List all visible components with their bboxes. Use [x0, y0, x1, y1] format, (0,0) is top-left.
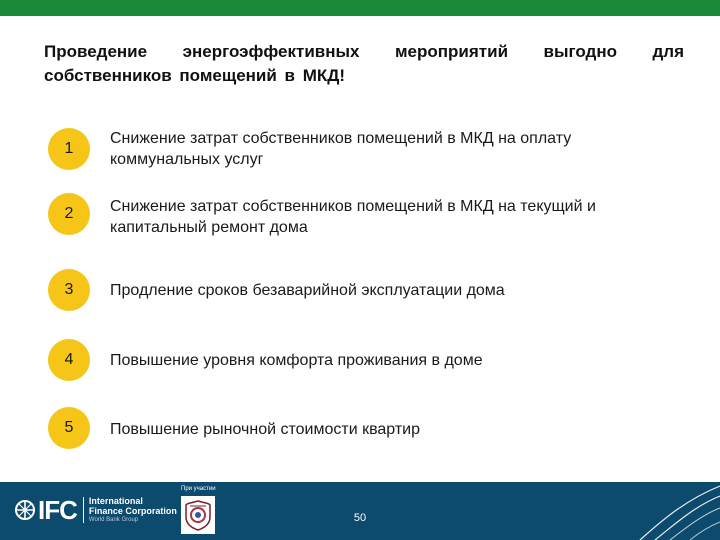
- number-badge: 1: [48, 128, 90, 170]
- ifc-name-line1: International: [88, 496, 143, 506]
- number-badge: 5: [48, 407, 90, 449]
- ifc-name-block: [89, 496, 177, 524]
- decorative-lines: [600, 482, 720, 540]
- number-badge: 2: [48, 193, 90, 235]
- partner-emblem: [181, 496, 215, 534]
- number-badge: 4: [48, 339, 90, 381]
- number-badge: 3: [48, 269, 90, 311]
- ifc-name-line2: Finance Corporation: [88, 506, 177, 516]
- ifc-logo: [14, 496, 177, 524]
- ifc-group-label: World Bank Group: [88, 517, 139, 523]
- list-item-text: Повышение уровня комфорта проживания в доме: [110, 352, 483, 369]
- list-item-text: Снижение затрат собственников помещений в МКД на текущий и капитальный ремонт дома: [110, 198, 596, 236]
- partner-caption: При участии: [181, 486, 216, 492]
- list-item-text: Продление сроков безаварийной эксплуатации дома: [110, 282, 505, 299]
- globe-icon: [14, 499, 36, 521]
- emblem-icon: [184, 499, 212, 531]
- list-item-text: Снижение затрат собственников помещений в МКД на оплату коммунальных услуг: [110, 130, 572, 168]
- footer-bar: [0, 482, 720, 540]
- page-number: 50: [353, 512, 367, 524]
- slide-title: Проведение энергоэффективных мероприятий выгодно для собственников помещений в МКД!: [44, 42, 684, 85]
- list-item-text: Повышение рыночной стоимости квартир: [110, 421, 421, 438]
- logo-divider: [83, 497, 84, 523]
- ifc-wordmark: IFC: [38, 495, 77, 525]
